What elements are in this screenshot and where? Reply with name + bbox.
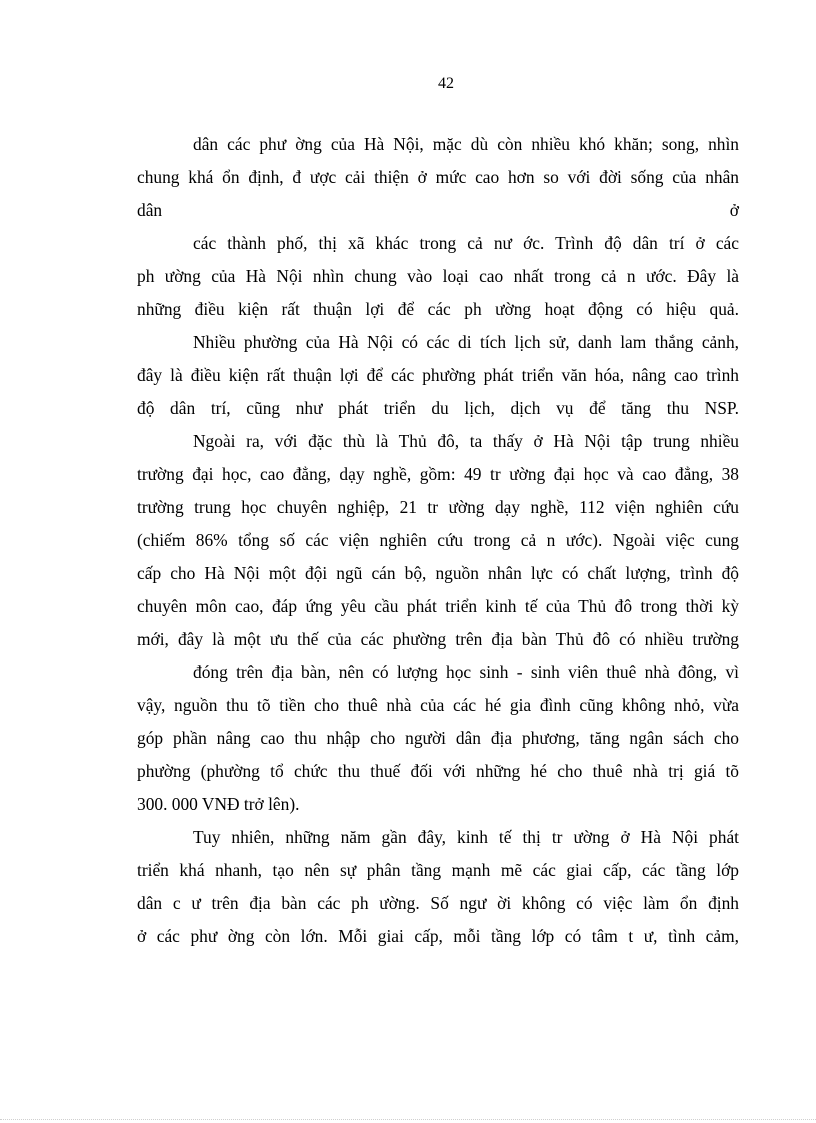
page-number: 42 <box>438 75 454 92</box>
text-line: vậy, nguồn thu tõ tiền cho thuê nhà của các hé gia đình cũng không nhỏ, vừa <box>137 695 739 715</box>
text-line: độ dân trí, cũng như phát triển du lịch, dịch vụ để tăng thu NSP. <box>137 398 739 418</box>
text-line: 300. 000 VNĐ trở lên). <box>137 794 300 814</box>
text-line: dân c ư trên địa bàn các ph ường. Số ngư ời không có việc làm ổn định <box>137 893 739 913</box>
text-line: mới, đây là một ưu thế của các phường trên địa bàn Thủ đô có nhiều trường <box>137 629 739 649</box>
text-line: Nhiều phường của Hà Nội có các di tích lịch sử, danh lam thắng cảnh, <box>193 332 739 352</box>
text-line: phường (phường tổ chức thu thuế đối với những hé cho thuê nhà trị giá tõ <box>137 761 739 781</box>
text-line: (chiếm 86% tổng số các viện nghiên cứu trong cả n ước). Ngoài việc cung <box>137 530 739 550</box>
text-line: ph ường của Hà Nội nhìn chung vào loại cao nhất trong cả n ước. Đây là <box>137 266 739 286</box>
text-line: trường trung học chuyên nghiệp, 21 tr ường dạy nghề, 112 viện nghiên cứu <box>137 497 739 517</box>
text-line: các thành phố, thị xã khác trong cả nư ớc. Trình độ dân trí ở các <box>193 233 739 253</box>
text-line: chuyên môn cao, đáp ứng yêu cầu phát triển kinh tế của Thủ đô trong thời kỳ <box>137 596 739 616</box>
text-line: đây là điều kiện rất thuận lợi để các phường phát triển văn hóa, nâng cao trình <box>137 365 739 385</box>
text-line: Tuy nhiên, những năm gần đây, kinh tế thị tr ường ở Hà Nội phát <box>193 827 739 847</box>
text-line: những điều kiện rất thuận lợi để các ph ường hoạt động có hiệu quả. <box>137 299 739 319</box>
text-line: ở các phư ờng còn lớn. Mỗi giai cấp, mỗi tầng lớp có tâm t ư, tình cảm, <box>137 926 739 946</box>
text-line: cấp cho Hà Nội một đội ngũ cán bộ, nguồn nhân lực có chất lượng, trình độ <box>137 563 739 583</box>
page-bottom-divider <box>0 1119 816 1120</box>
text-line: trường đại học, cao đẳng, dạy nghề, gồm: 49 tr ường đại học và cao đẳng, 38 <box>137 464 739 484</box>
text-line: đóng trên địa bàn, nên có lượng học sinh - sinh viên thuê nhà đông, vì <box>193 662 739 682</box>
text-line: dân các phư ờng của Hà Nội, mặc dù còn nhiều khó khăn; song, nhìn <box>193 134 739 154</box>
text-line: triển khá nhanh, tạo nên sự phân tầng mạnh mẽ các giai cấp, các tầng lớp <box>137 860 739 880</box>
text-line: dân ở <box>137 200 739 220</box>
text-line: góp phần nâng cao thu nhập cho người dân địa phương, tăng ngân sách cho <box>137 728 739 748</box>
text-line: chung khá ổn định, đ ược cải thiện ở mức cao hơn so với đời sống của nhân <box>137 167 739 187</box>
text-line: Ngoài ra, với đặc thù là Thủ đô, ta thấy ở Hà Nội tập trung nhiều <box>193 431 739 451</box>
